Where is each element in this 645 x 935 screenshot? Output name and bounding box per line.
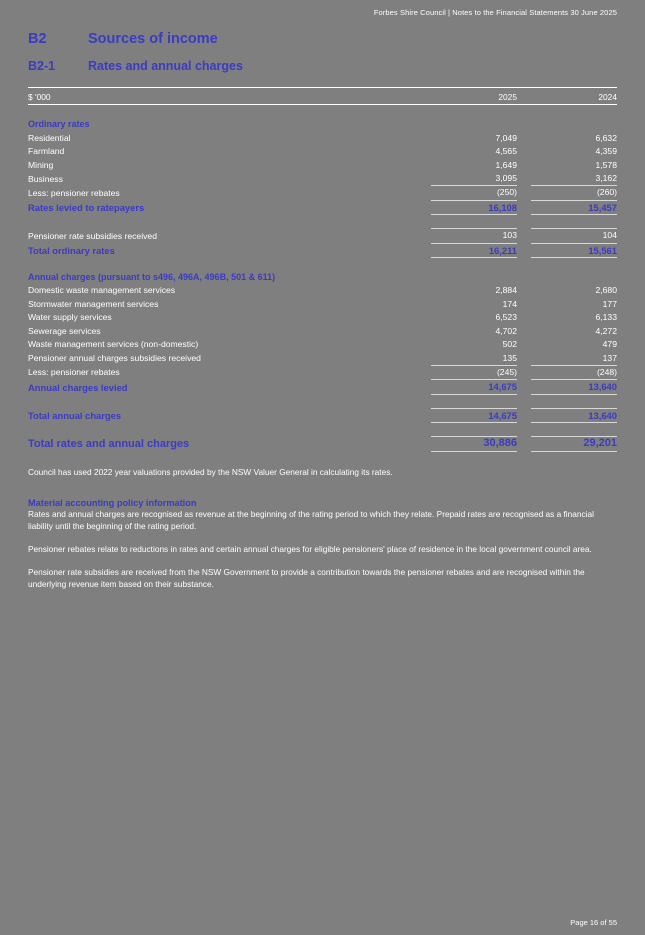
total-row-annual-charges <box>28 408 617 422</box>
row-value-2025: 14,675 <box>431 380 517 394</box>
row-label: Total annual charges <box>28 410 122 422</box>
note-sub-title: Rates and annual charges <box>88 59 243 73</box>
note-title: Sources of income <box>88 31 218 47</box>
row-label: Total rates and annual charges <box>28 437 190 450</box>
row-label: Waste management services (non-domestic) <box>28 339 199 350</box>
table-row <box>28 186 617 200</box>
running-header: Forbes Shire Council | Notes to the Financial Statements 30 June 2025 <box>373 8 617 17</box>
row-value-2025: 30,886 <box>431 437 517 451</box>
policy-paragraph: Rates and annual charges are recognised as revenue at the beginning of the rating period to which they relate. Prepaid rates are recognised as a financial liability until the beginning of the rating period. <box>28 508 594 531</box>
table-row <box>28 298 617 311</box>
row-value-2024: 4,272 <box>595 325 617 336</box>
row-value-2024: 1,578 <box>595 159 617 170</box>
row-value-2024: 4,359 <box>595 146 617 157</box>
column-header-2024: 2024 <box>531 91 617 105</box>
table-row <box>28 365 617 379</box>
row-label: Rates levied to ratepayers <box>28 202 145 214</box>
row-value-2024: (260) <box>531 186 617 200</box>
total-row-ordinary-rates <box>28 243 617 257</box>
table-row <box>28 284 617 297</box>
table-header-row <box>28 91 617 105</box>
row-label: Pensioner annual charges subsidies received <box>28 353 201 363</box>
column-header-2025: 2025 <box>431 91 517 105</box>
row-label: Water supply services <box>28 312 112 323</box>
row-label: Mining <box>28 159 54 170</box>
row-label: Pensioner rate subsidies received <box>28 230 157 241</box>
row-label: Business <box>28 173 63 184</box>
section-title-ordinary-rates: Ordinary rates <box>28 119 90 130</box>
row-value-2025: 16,108 <box>431 200 517 214</box>
row-value-2024: 137 <box>602 352 617 363</box>
row-value-2024: (248) <box>531 365 617 379</box>
row-value-2025: 135 <box>502 352 517 363</box>
row-label: Stormwater management services <box>28 298 159 309</box>
row-value-2025: 6,523 <box>495 312 517 323</box>
subtotal-row-rates-levied <box>28 200 617 214</box>
row-label: Less: pensioner rebates <box>28 367 120 378</box>
row-value-2025: (245) <box>431 365 517 379</box>
row-value-2025: 16,211 <box>431 243 517 257</box>
table-body <box>28 88 617 452</box>
row-value-2024: 6,632 <box>595 132 617 143</box>
row-label: Residential <box>28 132 71 143</box>
row-value-2024: 29,201 <box>531 437 617 451</box>
row-value-2025: 502 <box>502 339 517 350</box>
valuation-note: Council has used 2022 year valuations provided by the NSW Valuer General in calculating its rates. <box>28 466 393 477</box>
spacer <box>28 394 617 408</box>
row-value-2024: 3,162 <box>595 173 617 184</box>
row-value-2024: 15,457 <box>531 200 617 214</box>
row-value-2025: 1,649 <box>495 159 517 170</box>
spacer <box>28 215 617 229</box>
row-value-2024: 2,680 <box>595 285 617 296</box>
subtotal-row-annual-charges-levied <box>28 380 617 394</box>
row-value-2025: 2,884 <box>495 285 517 296</box>
row-value-2024: 6,133 <box>595 312 617 323</box>
table-row <box>28 159 617 172</box>
table-row <box>28 229 617 243</box>
row-label: Less: pensioner rebates <box>28 187 120 198</box>
page-number-footer: Page 16 of 55 <box>570 918 617 927</box>
row-value-2025: 4,565 <box>495 146 517 157</box>
note-number: B2 <box>28 31 47 47</box>
row-value-2025: 14,675 <box>431 408 517 422</box>
row-value-2025: 4,702 <box>495 325 517 336</box>
spacer <box>28 105 617 119</box>
note-sub-number: B2-1 <box>28 59 56 73</box>
row-label: Annual charges levied <box>28 381 128 393</box>
table-row <box>28 311 617 324</box>
note-heading-b2-1 <box>28 59 617 73</box>
row-value-2024: 13,640 <box>531 408 617 422</box>
row-label: Sewerage services <box>28 325 101 336</box>
table-row <box>28 325 617 338</box>
row-value-2025: 3,095 <box>495 173 517 184</box>
row-value-2025: 103 <box>431 229 517 243</box>
row-value-2025: 174 <box>502 298 517 309</box>
units-label: $ '000 <box>28 91 417 105</box>
rates-and-annual-charges-table <box>28 87 617 452</box>
table-row <box>28 338 617 351</box>
row-value-2024: 479 <box>602 339 617 350</box>
row-value-2025: (250) <box>431 186 517 200</box>
table-row <box>28 172 617 186</box>
row-label: Total ordinary rates <box>28 245 115 257</box>
table-row <box>28 145 617 158</box>
row-label: Farmland <box>28 146 65 157</box>
note-heading-b2 <box>28 31 617 47</box>
spacer <box>28 258 617 272</box>
grand-total-row <box>28 437 617 451</box>
row-value-2024: 15,561 <box>531 243 617 257</box>
table-row <box>28 132 617 145</box>
row-value-2024: 13,640 <box>531 380 617 394</box>
table-row <box>28 352 617 366</box>
row-value-2025: 7,049 <box>495 132 517 143</box>
spacer <box>28 423 617 437</box>
policy-paragraph: Pensioner rate subsidies are received from the NSW Government to provide a contribution towards the pensioner rebates and are recognised within the underlying revenue item based on their substance. <box>28 567 585 590</box>
row-value-2024: 177 <box>602 298 617 309</box>
section-title-annual-charges: Annual charges (pursuant to s496, 496A, 496B, 501 & 611) <box>28 272 276 283</box>
policy-paragraph: Pensioner rebates relate to reductions in rates and certain annual charges for eligible pensioners' place of residence in the local government council area. <box>28 543 592 554</box>
row-label: Domestic waste management services <box>28 285 176 296</box>
row-value-2024: 104 <box>531 229 617 243</box>
policy-section-title: Material accounting policy information <box>28 497 197 508</box>
